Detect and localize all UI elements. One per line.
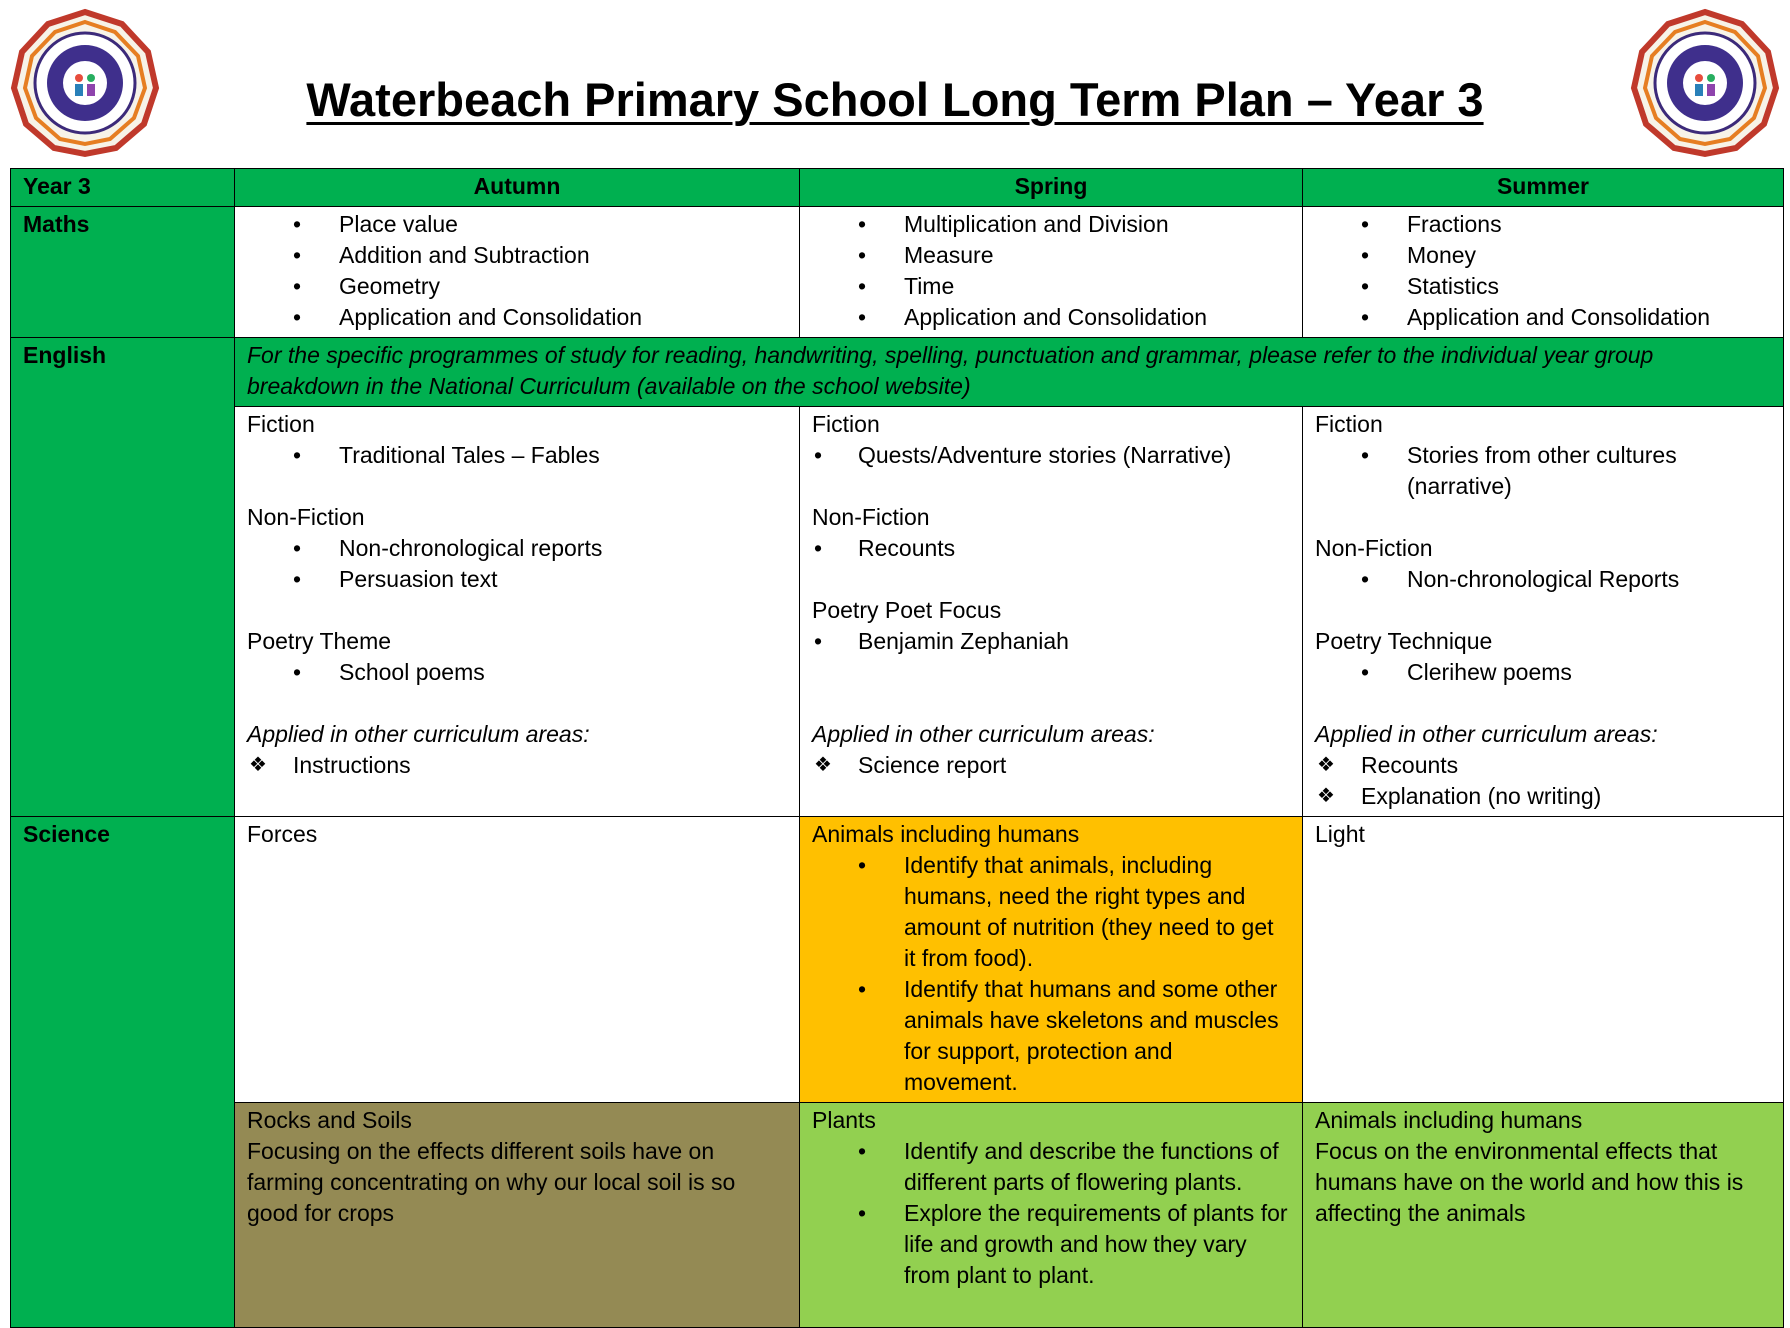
list-item: • Application and Consolidation [1315, 302, 1771, 333]
science-row-2 [11, 1103, 1784, 1328]
list-item: • Addition and Subtraction [247, 240, 787, 271]
list-item: • Statistics [1315, 271, 1771, 302]
english-note: For the specific programmes of study for reading, handwriting, spelling, punctuation and grammar, please refer to the individual year group breakdown in the National Curriculum (available on the school website) [235, 338, 1784, 407]
list-item: ❖ Explanation (no writing) [1315, 781, 1771, 812]
header-autumn: Autumn [235, 169, 800, 207]
list-item: • Multiplication and Division [812, 209, 1290, 240]
english-content-row [11, 407, 1784, 817]
list-item: • Time [812, 271, 1290, 302]
topic-title: Light [1315, 821, 1365, 847]
header-spring: Spring [800, 169, 1303, 207]
fiction-label: Fiction [812, 411, 880, 437]
topic-title: Forces [247, 821, 318, 847]
poetry-label: Poetry Theme [247, 628, 392, 654]
list-item: ❖ Science report [812, 750, 1290, 781]
list-item: • Clerihew poems [1315, 657, 1771, 688]
list-item: • Application and Consolidation [812, 302, 1290, 333]
list-item: • Traditional Tales – Fables [247, 440, 787, 471]
maths-autumn-cell [235, 207, 800, 338]
list-item: • Identify and describe the functions of different parts of flowering plants. [812, 1136, 1290, 1198]
list-item: • Application and Consolidation [247, 302, 787, 333]
header-row [11, 169, 1784, 207]
list-item: ❖ Recounts [1315, 750, 1771, 781]
topic-title: Rocks and Soils [247, 1107, 412, 1133]
applied-label: Applied in other curriculum areas: [1315, 721, 1658, 747]
science-spring-2 [800, 1103, 1303, 1328]
list-item: • Persuasion text [247, 564, 787, 595]
science-summer-2 [1303, 1103, 1784, 1328]
maths-row [11, 207, 1784, 338]
science-summer-1 [1303, 817, 1784, 1103]
long-term-plan-table [10, 168, 1784, 1328]
topic-text: Focusing on the effects different soils have on farming concentrating on why our local soil is so good for crops [247, 1138, 736, 1226]
list-item: • Non-chronological reports [247, 533, 787, 564]
maths-summer-cell [1303, 207, 1784, 338]
science-row-1 [11, 817, 1784, 1103]
list-item: • Identify that animals, including humans, need the right types and amount of nutrition (they need to get it from food). [812, 850, 1290, 974]
list-item: • Place value [247, 209, 787, 240]
list-item: • Fractions [1315, 209, 1771, 240]
list-item: • Explore the requirements of plants for life and growth and how they vary from plant to plant. [812, 1198, 1290, 1291]
nonfiction-label: Non-Fiction [812, 504, 930, 530]
poetry-label: Poetry Technique [1315, 628, 1493, 654]
english-summer-cell [1303, 407, 1784, 817]
list-item: • Geometry [247, 271, 787, 302]
page-title: Waterbeach Primary School Long Term Plan – Year 3 [306, 73, 1484, 126]
fiction-label: Fiction [247, 411, 315, 437]
list-item: • Identify that humans and some other animals have skeletons and muscles for support, protection and movement. [812, 974, 1290, 1098]
list-item: • Benjamin Zephaniah [812, 626, 1290, 657]
list-item: • Recounts [812, 533, 1290, 564]
maths-label: Maths [11, 207, 235, 338]
list-item: • School poems [247, 657, 787, 688]
nonfiction-label: Non-Fiction [1315, 535, 1433, 561]
list-item: • Stories from other cultures (narrative) [1315, 440, 1771, 502]
list-item: • Quests/Adventure stories (Narrative) [812, 440, 1290, 471]
english-spring-cell [800, 407, 1303, 817]
list-item: • Measure [812, 240, 1290, 271]
science-spring-1 [800, 817, 1303, 1103]
science-autumn-1 [235, 817, 800, 1103]
english-autumn-cell [235, 407, 800, 817]
english-note-row [11, 338, 1784, 407]
english-label: English [11, 338, 235, 817]
applied-label: Applied in other curriculum areas: [812, 721, 1155, 747]
list-item: • Non-chronological Reports [1315, 564, 1771, 595]
topic-title: Animals including humans [812, 821, 1080, 847]
applied-label: Applied in other curriculum areas: [247, 721, 590, 747]
topic-title: Plants [812, 1107, 876, 1133]
list-item: • Money [1315, 240, 1771, 271]
maths-spring-cell [800, 207, 1303, 338]
list-item: ❖ Instructions [247, 750, 787, 781]
poetry-label: Poetry Poet Focus [812, 597, 1002, 623]
science-label: Science [11, 817, 235, 1328]
topic-title: Animals including humans [1315, 1107, 1583, 1133]
fiction-label: Fiction [1315, 411, 1383, 437]
header-summer: Summer [1303, 169, 1784, 207]
science-autumn-2 [235, 1103, 800, 1328]
topic-text: Focus on the environmental effects that humans have on the world and how this is affecting the animals [1315, 1138, 1744, 1226]
nonfiction-label: Non-Fiction [247, 504, 365, 530]
header-year: Year 3 [11, 169, 235, 207]
